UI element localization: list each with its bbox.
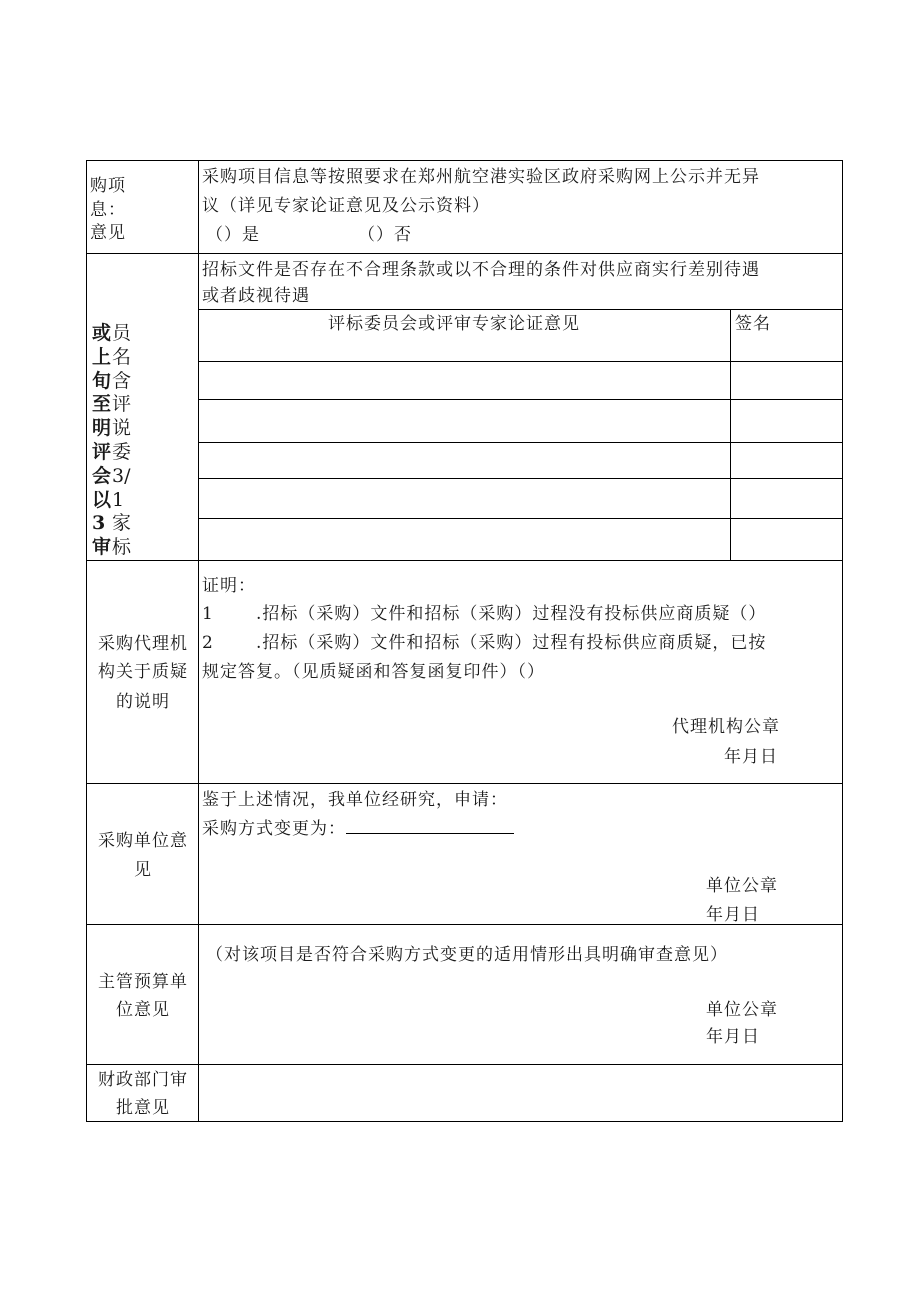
info-label-line: 息： [90, 200, 126, 220]
col-header-sign: 签名 [735, 314, 771, 334]
info-text-line1: 采购项目信息等按照要求在郑州航空港实验区政府采购网上公示并无异 [202, 167, 760, 187]
purchaser-seal: 单位公章 [706, 876, 778, 896]
experts-label-left: 或上旬至明评会以3审 [92, 322, 112, 559]
budget-seal: 单位公章 [706, 1000, 778, 1020]
info-label-line: 购项 [90, 176, 126, 196]
col-header-opinion: 评标委员会或评审专家论证意见 [328, 314, 580, 334]
expert-grid-line [198, 442, 843, 443]
experts-label-right: 员名含评说委3/1家标 [112, 322, 132, 559]
purchaser-label-line: 见 [134, 860, 152, 880]
budget-date: 年月日 [706, 1027, 760, 1047]
expert-grid-line [730, 309, 731, 560]
purchaser-line2-row [202, 815, 514, 843]
info-text-line2: 议（详见专家论证意见及公示资料） [202, 196, 490, 216]
purchaser-line2: 采购方式变更为： [202, 819, 346, 839]
purchaser-label-line: 采购单位意 [98, 831, 188, 851]
expert-grid-line [198, 399, 843, 400]
label-column-divider [198, 160, 199, 1122]
option-yes[interactable]: （）是 [206, 225, 260, 245]
row-divider [86, 783, 843, 784]
agency-label-line: 构关于质疑 [98, 662, 188, 682]
purchaser-date: 年月日 [706, 905, 760, 925]
agency-date: 年月日 [724, 747, 778, 767]
experts-question-line1: 招标文件是否存在不合理条款或以不合理的条件对供应商实行差别待遇 [202, 260, 760, 280]
agency-item2-num: 2 [202, 633, 214, 653]
expert-grid-line [198, 518, 843, 519]
budget-note: （对该项目是否符合采购方式变更的适用情形出具明确审查意见） [206, 945, 728, 965]
agency-item1-num: 1 [202, 604, 214, 624]
budget-label-line: 主管预算单 [98, 972, 188, 992]
agency-proof: 证明： [202, 576, 256, 596]
method-blank-field[interactable] [346, 817, 514, 834]
agency-seal: 代理机构公章 [672, 717, 780, 737]
row-divider [86, 1064, 843, 1065]
info-label-line: 意见 [90, 223, 126, 243]
finance-label-line: 批意见 [116, 1098, 170, 1118]
budget-label-line: 位意见 [116, 1000, 170, 1020]
expert-grid-line [198, 361, 843, 362]
purchaser-line1: 鉴于上述情况，我单位经研究，申请： [202, 790, 508, 810]
agency-label-line: 采购代理机 [98, 634, 188, 654]
expert-grid-line [198, 478, 843, 479]
option-no[interactable]: （）否 [358, 225, 412, 245]
agency-label-line: 的说明 [116, 692, 170, 712]
agency-item1-text[interactable]: .招标（采购）文件和招标（采购）过程没有投标供应商质疑（） [256, 604, 767, 624]
agency-item2-cont: 规定答复。（见质疑函和答复函复印件）（） [202, 662, 545, 682]
row-divider [86, 560, 843, 561]
row-divider [86, 253, 843, 254]
experts-question-line2: 或者歧视待遇 [202, 286, 310, 306]
finance-label-line: 财政部门审 [98, 1070, 188, 1090]
agency-item2-text[interactable]: .招标（采购）文件和招标（采购）过程有投标供应商质疑，已按 [256, 633, 767, 653]
